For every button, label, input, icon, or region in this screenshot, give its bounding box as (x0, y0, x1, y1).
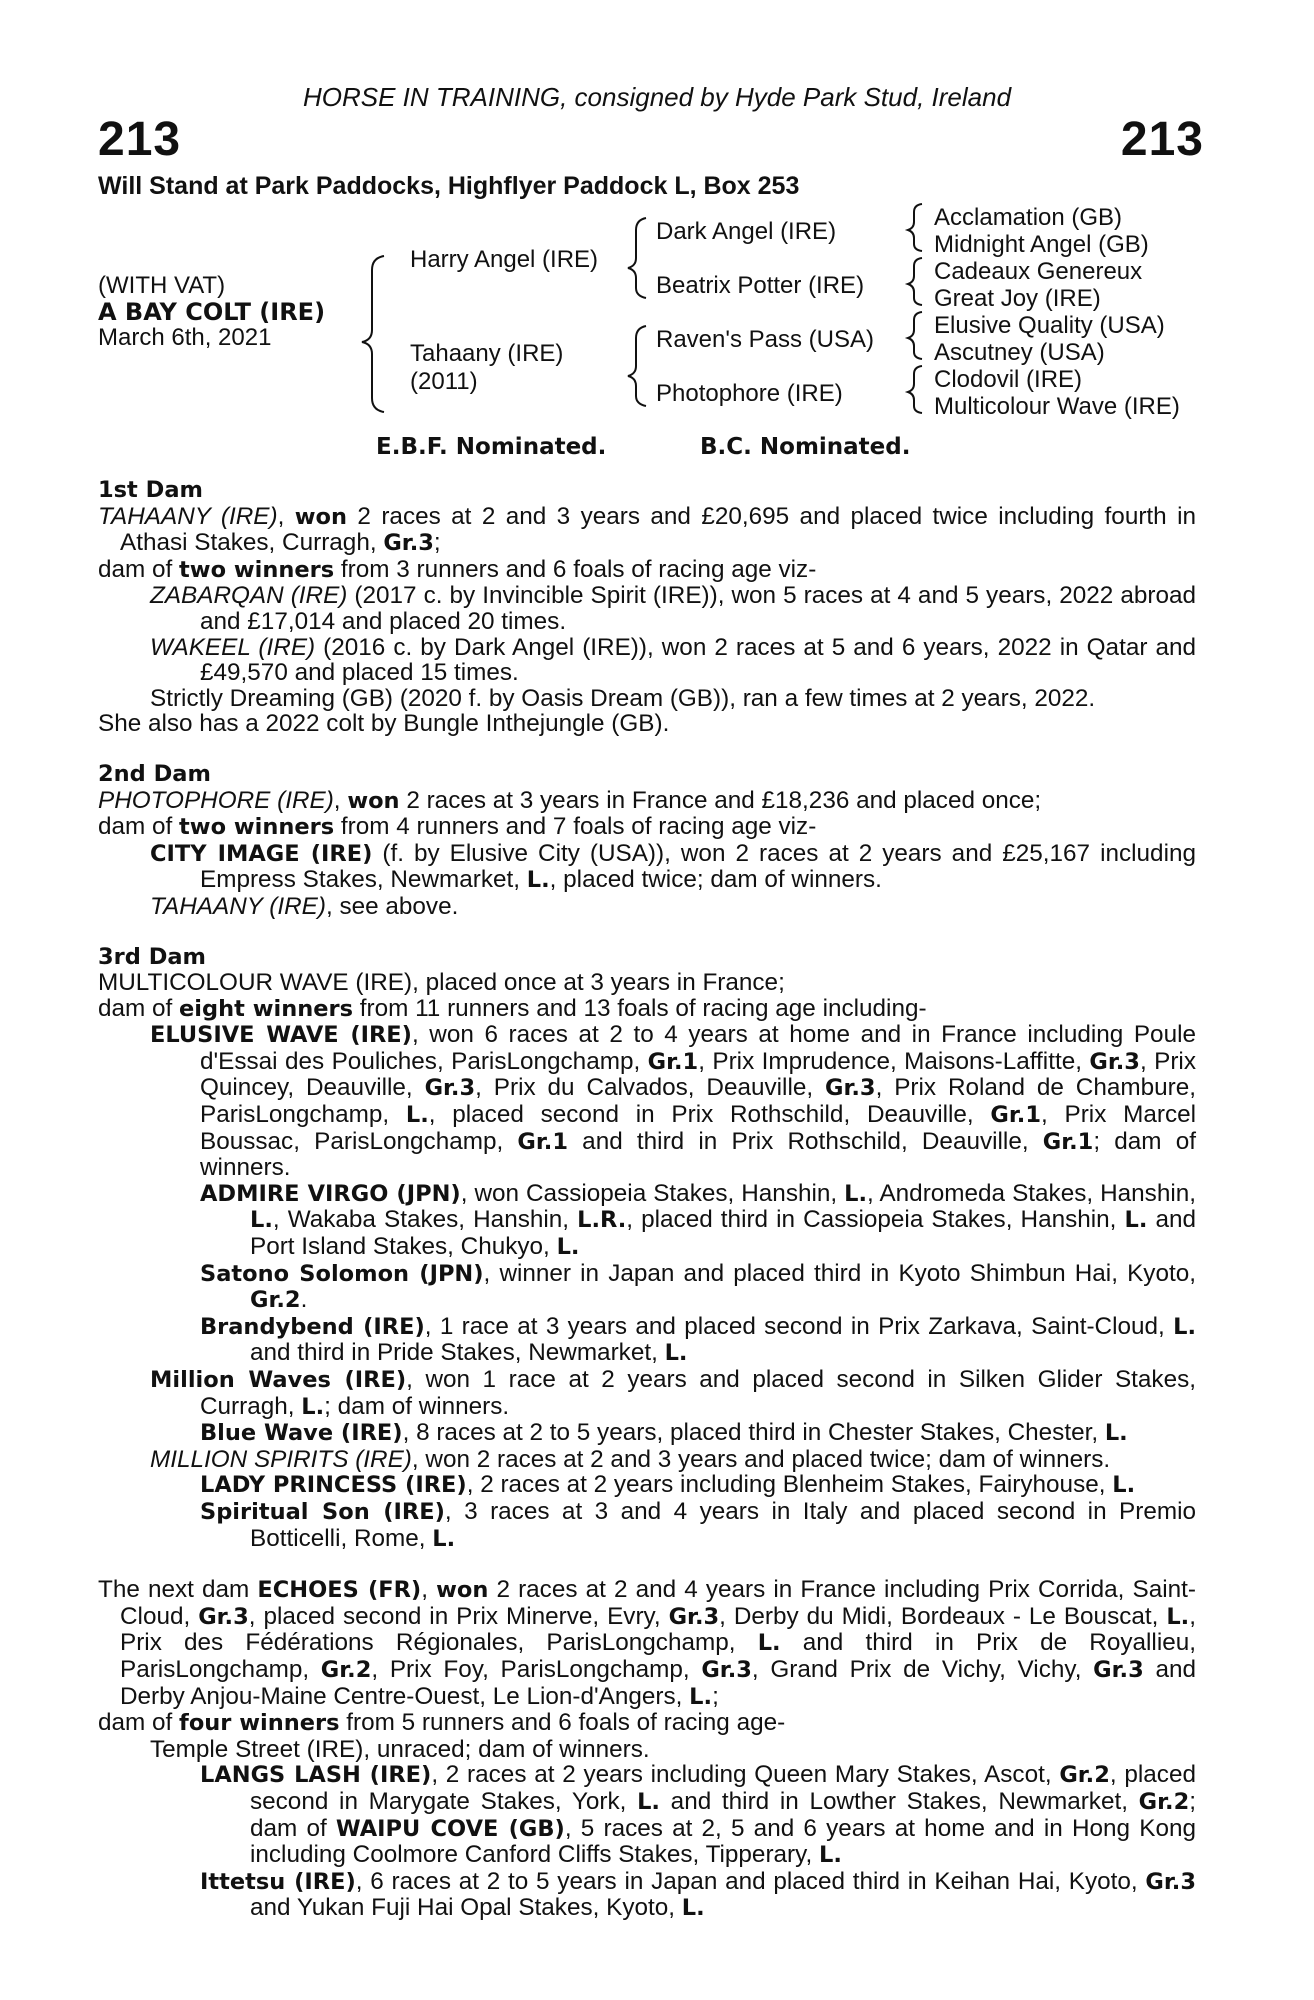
ebf-nomination: E.B.F. Nominated. (376, 434, 607, 460)
produce-million-waves: Million Waves (IRE), won 1 race at 2 years and placed second in Silken Glider Stakes, Curragh, L.; dam of winners. (150, 1366, 1196, 1420)
second-dam-summary: PHOTOPHORE (IRE), won 2 races at 3 years in France and £18,236 and placed once; (98, 786, 1042, 814)
section-heading-second-dam: 2nd Dam (98, 760, 211, 787)
foaling-date: March 6th, 2021 (98, 324, 272, 351)
lot-number-right: 213 (1120, 113, 1204, 166)
produce-elusive-wave: ELUSIVE WAVE (IRE), won 6 races at 2 to 4 years at home and in France including Poule d'Essai des Pouliches, ParisLongchamp, Gr.1, Prix Imprudence, Maisons-Laffitte, Gr.3, Prix Quincey, Deauville, Gr.3, Prix du Calvados, Deauville, Gr.3, Prix Roland de Chambure, ParisLongchamp, L., placed second in Prix Rothschild, Deauville, Gr.1, Prix Marcel Boussac, ParisLongchamp, Gr.1 and third in Prix Rothschild, Deauville, Gr.1; dam of winners. (150, 1021, 1197, 1182)
pedigree-sire: Harry Angel (IRE) (410, 246, 599, 273)
third-dam-produce: dam of eight winners from 11 runners and 13 foals of racing age including- (98, 994, 927, 1022)
section-heading-third-dam: 3rd Dam (98, 943, 206, 970)
pedigree-dsd: Ascutney (USA) (934, 339, 1105, 366)
pedigree-dam-year: (2011) (410, 368, 478, 395)
pedigree-dam-dam: Photophore (IRE) (656, 380, 843, 407)
pedigree-ssd: Midnight Angel (GB) (934, 231, 1149, 258)
stand-location: Will Stand at Park Paddocks, Highflyer Paddock L, Box 253 (98, 172, 800, 200)
pedigree-sire-dam: Beatrix Potter (IRE) (656, 272, 865, 299)
produce-million-spirits: MILLION SPIRITS (IRE), won 2 races at 2 and 3 years and placed twice; dam of winners. (150, 1445, 1111, 1473)
third-dam-summary: MULTICOLOUR WAVE (IRE), placed once at 3 years in France; (98, 969, 785, 997)
pedigree-dam-sire: Raven's Pass (USA) (656, 326, 874, 353)
first-dam-produce: dam of two winners from 3 runners and 6 foals of racing age viz- (98, 555, 817, 583)
first-dam-summary: TAHAANY (IRE), won 2 races at 2 and 3 years and £20,695 and placed twice including fourth in Athasi Stakes, Curragh, Gr.3; (98, 502, 1196, 557)
pedigree-sire-sire: Dark Angel (IRE) (656, 218, 837, 245)
horse-name: A BAY COLT (IRE) (98, 298, 326, 326)
pedigree-dds: Clodovil (IRE) (934, 366, 1083, 393)
produce-brandybend: Brandybend (IRE), 1 race at 3 years and placed second in Prix Zarkava, Saint-Cloud, L. and third in Pride Stakes, Newmarket, L. (200, 1312, 1196, 1367)
produce-city-image: CITY IMAGE (IRE) (f. by Elusive City (USA)), won 2 races at 2 years and £25,167 including Empress Stakes, Newmarket, L., placed twice; dam of winners. (150, 839, 1196, 894)
produce-ittetsu: Ittetsu (IRE), 6 races at 2 to 5 years in Japan and placed third in Keihan Hai, Kyoto, Gr.3 and Yukan Fuji Hai Opal Stakes, Kyoto, L. (200, 1867, 1196, 1922)
bc-nomination: B.C. Nominated. (700, 434, 911, 460)
produce-langs-lash: LANGS LASH (IRE), 2 races at 2 years including Queen Mary Stakes, Ascot, Gr.2, placed second in Marygate Stakes, York, L. and third in Lowther Stakes, Newmarket, Gr.2; dam of WAIPU COVE (GB), 5 races at 2, 5 and 6 years at home and in Hong Kong including Coolmore Canford Cliffs Stakes, Tipperary, L. (200, 1761, 1196, 1869)
produce-admire-virgo: ADMIRE VIRGO (JPN), won Cassiopeia Stakes, Hanshin, L., Andromeda Stakes, Hanshin, L., Wakaba Stakes, Hanshin, L.R., placed third in Cassiopeia Stakes, Hanshin, L. and Port Island Stakes, Chukyo, L. (200, 1179, 1197, 1261)
lot-number-left: 213 (98, 113, 182, 166)
pedigree-dss: Elusive Quality (USA) (934, 312, 1165, 339)
produce-zabarqan: ZABARQAN (IRE) (2017 c. by Invincible Spirit (IRE)), won 5 races at 4 and 5 years, 2022 abroad and £17,014 and placed 20 times. (150, 582, 1196, 635)
produce-temple-street: Temple Street (IRE), unraced; dam of winners. (150, 1735, 650, 1763)
pedigree-sds: Cadeaux Genereux (934, 258, 1143, 285)
second-dam-produce: dam of two winners from 4 runners and 7 foals of racing age viz- (98, 813, 817, 841)
next-dam-summary: The next dam ECHOES (FR), won 2 races at 2 and 4 years in France including Prix Corrida, Saint-Cloud, Gr.3, placed second in Prix Minerve, Evry, Gr.3, Derby du Midi, Bordeaux - Le Bouscat, L., Prix des Fédérations Régionales, ParisLongchamp, L. and third in Prix de Royallieu, ParisLongchamp, Gr.2, Prix Foy, ParisLongchamp, Gr.3, Grand Prix de Vichy, Vichy, Gr.3 and Derby Anjou-Maine Centre-Ouest, Le Lion-d'Angers, L.; (98, 1576, 1196, 1710)
produce-wakeel: WAKEEL (IRE) (2016 c. by Dark Angel (IRE)), won 2 races at 5 and 6 years, 2022 in Qatar and £49,570 and placed 15 times. (150, 633, 1197, 687)
pedigree-sdd: Great Joy (IRE) (934, 285, 1101, 312)
produce-lady-princess: LADY PRINCESS (IRE), 2 races at 2 years including Blenheim Stakes, Fairyhouse, L. (200, 1471, 1136, 1499)
next-dam-produce: dam of four winners from 5 runners and 6 foals of racing age- (98, 1709, 786, 1737)
produce-strictly-dreaming: Strictly Dreaming (GB) (2020 f. by Oasis Dream (GB)), ran a few times at 2 years, 2022. (150, 684, 1096, 712)
section-heading-first-dam: 1st Dam (98, 477, 203, 503)
produce-tahaany: TAHAANY (IRE), see above. (150, 892, 459, 920)
produce-blue-wave: Blue Wave (IRE), 8 races at 2 to 5 years, placed third in Chester Stakes, Chester, L. (200, 1419, 1128, 1447)
produce-satono-solomon: Satono Solomon (JPN), winner in Japan and placed third in Kyoto Shimbun Hai, Kyoto, Gr.2. (200, 1259, 1196, 1314)
catalogue-header: HORSE IN TRAINING, consigned by Hyde Park Stud, Ireland (302, 82, 1012, 112)
pedigree-ddd: Multicolour Wave (IRE) (934, 393, 1180, 420)
pedigree-sss: Acclamation (GB) (934, 204, 1123, 231)
pedigree-dam: Tahaany (IRE) (410, 340, 564, 367)
dam-line-text (98, 478, 1196, 1922)
produce-spiritual-son: Spiritual Son (IRE), 3 races at 3 and 4 years in Italy and placed second in Premio Botticelli, Rome, L. (200, 1497, 1196, 1552)
produce-2022-colt: She also has a 2022 colt by Bungle Inthejungle (GB). (98, 710, 670, 738)
vat-note: (WITH VAT) (98, 272, 226, 299)
